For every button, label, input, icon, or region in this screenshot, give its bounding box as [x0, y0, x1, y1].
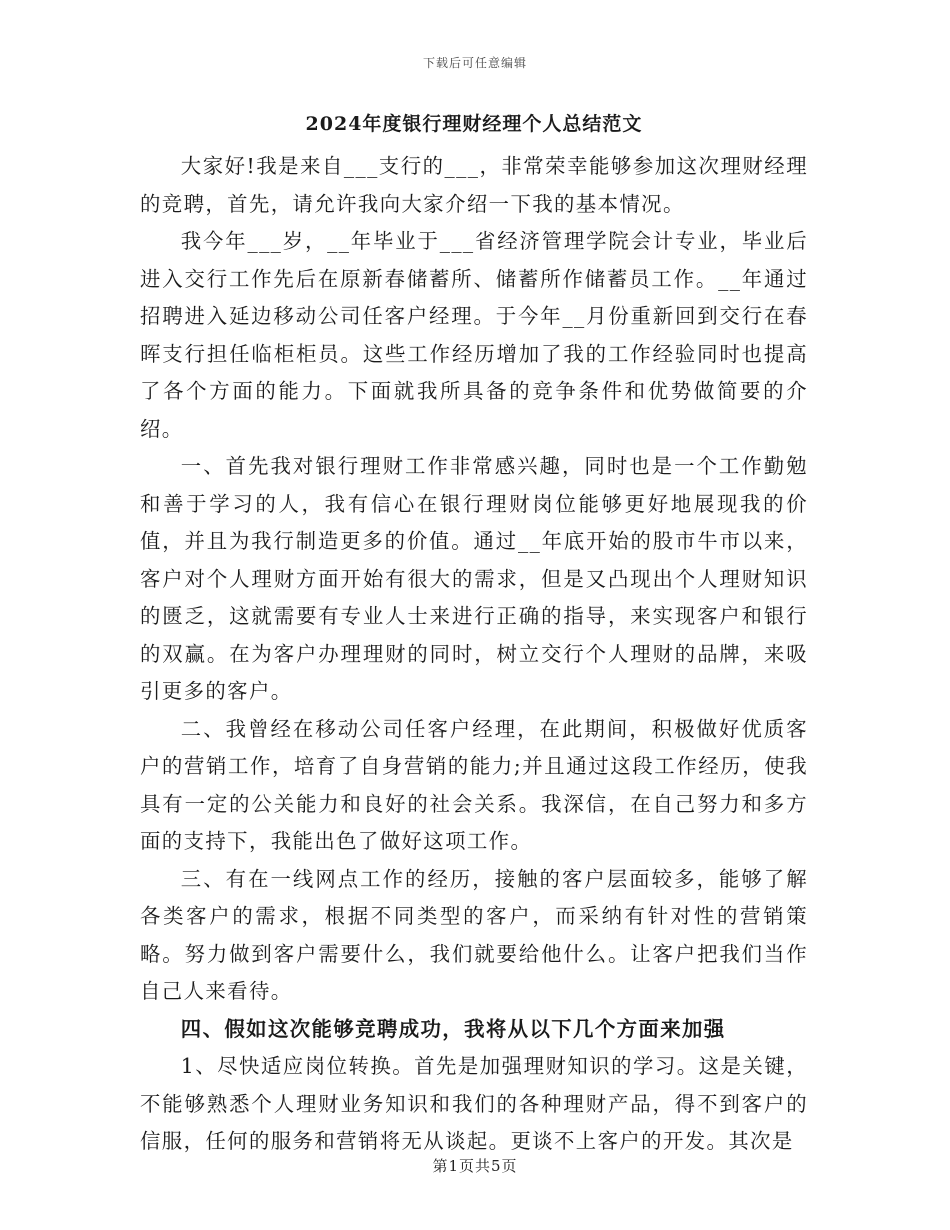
paragraph-point-two: 二、我曾经在移动公司任客户经理，在此期间，积极做好优质客户的营销工作，培育了自身营销的能力;并且通过这段工作经历，使我具有一定的公关能力和良好的社会关系。我深信，在自己努力和多方面的支持下，我能出色了做好这项工作。 [140, 716, 808, 853]
page-number: 第1页共5页 [432, 1157, 518, 1175]
paragraph-point-three: 三、有在一线网点工作的经历，接触的客户层面较多，能够了解各类客户的需求，根据不同类型的客户，而采纳有针对性的营销策略。努力做到客户需要什么，我们就要给他什么。让客户把我们当作自己人来看待。 [140, 866, 808, 1003]
paragraph-background: 我今年___岁，__年毕业于___省经济管理学院会计专业，毕业后进入交行工作先后在原新春储蓄所、储蓄所作储蓄员工作。__年通过招聘进入延边移动公司任客户经理。于今年__月份重新回到交行在春晖支行担任临柜柜员。这些工作经历增加了我的工作经验同时也提高了各个方面的能力。下面就我所具备的竞争条件和优势做简要的介绍。 [140, 229, 808, 441]
paragraph-section-item-one: 1、尽快适应岗位转换。首先是加强理财知识的学习。这是关键，不能够熟悉个人理财业务知识和我们的各种理财产品，得不到客户的信服，任何的服务和营销将无从谈起。更谈不上客户的开发。其次是 [140, 1054, 808, 1153]
paragraph-intro: 大家好!我是来自___支行的___，非常荣幸能够参加这次理财经理的竞聘，首先，请允许我向大家介绍一下我的基本情况。 [140, 154, 808, 216]
page-header-note: 下载后可任意编辑 [422, 56, 527, 70]
section-heading: 四、假如这次能够竞聘成功，我将从以下几个方面来加强 [180, 1016, 726, 1041]
document-body [140, 112, 808, 1161]
document-title: 2024年度银行理财经理个人总结范文 [305, 113, 643, 135]
paragraph-point-one: 一、首先我对银行理财工作非常感兴趣，同时也是一个工作勤勉和善于学习的人，我有信心在银行理财岗位能够更好地展现我的价值，并且为我行制造更多的价值。通过__年底开始的股市牛市以来，客户对个人理财方面开始有很大的需求，但是又凸现出个人理财知识的匮乏，这就需要有专业人士来进行正确的指导，来实现客户和银行的双赢。在为客户办理理财的同时，树立交行个人理财的品牌，来吸引更多的客户。 [140, 454, 808, 703]
